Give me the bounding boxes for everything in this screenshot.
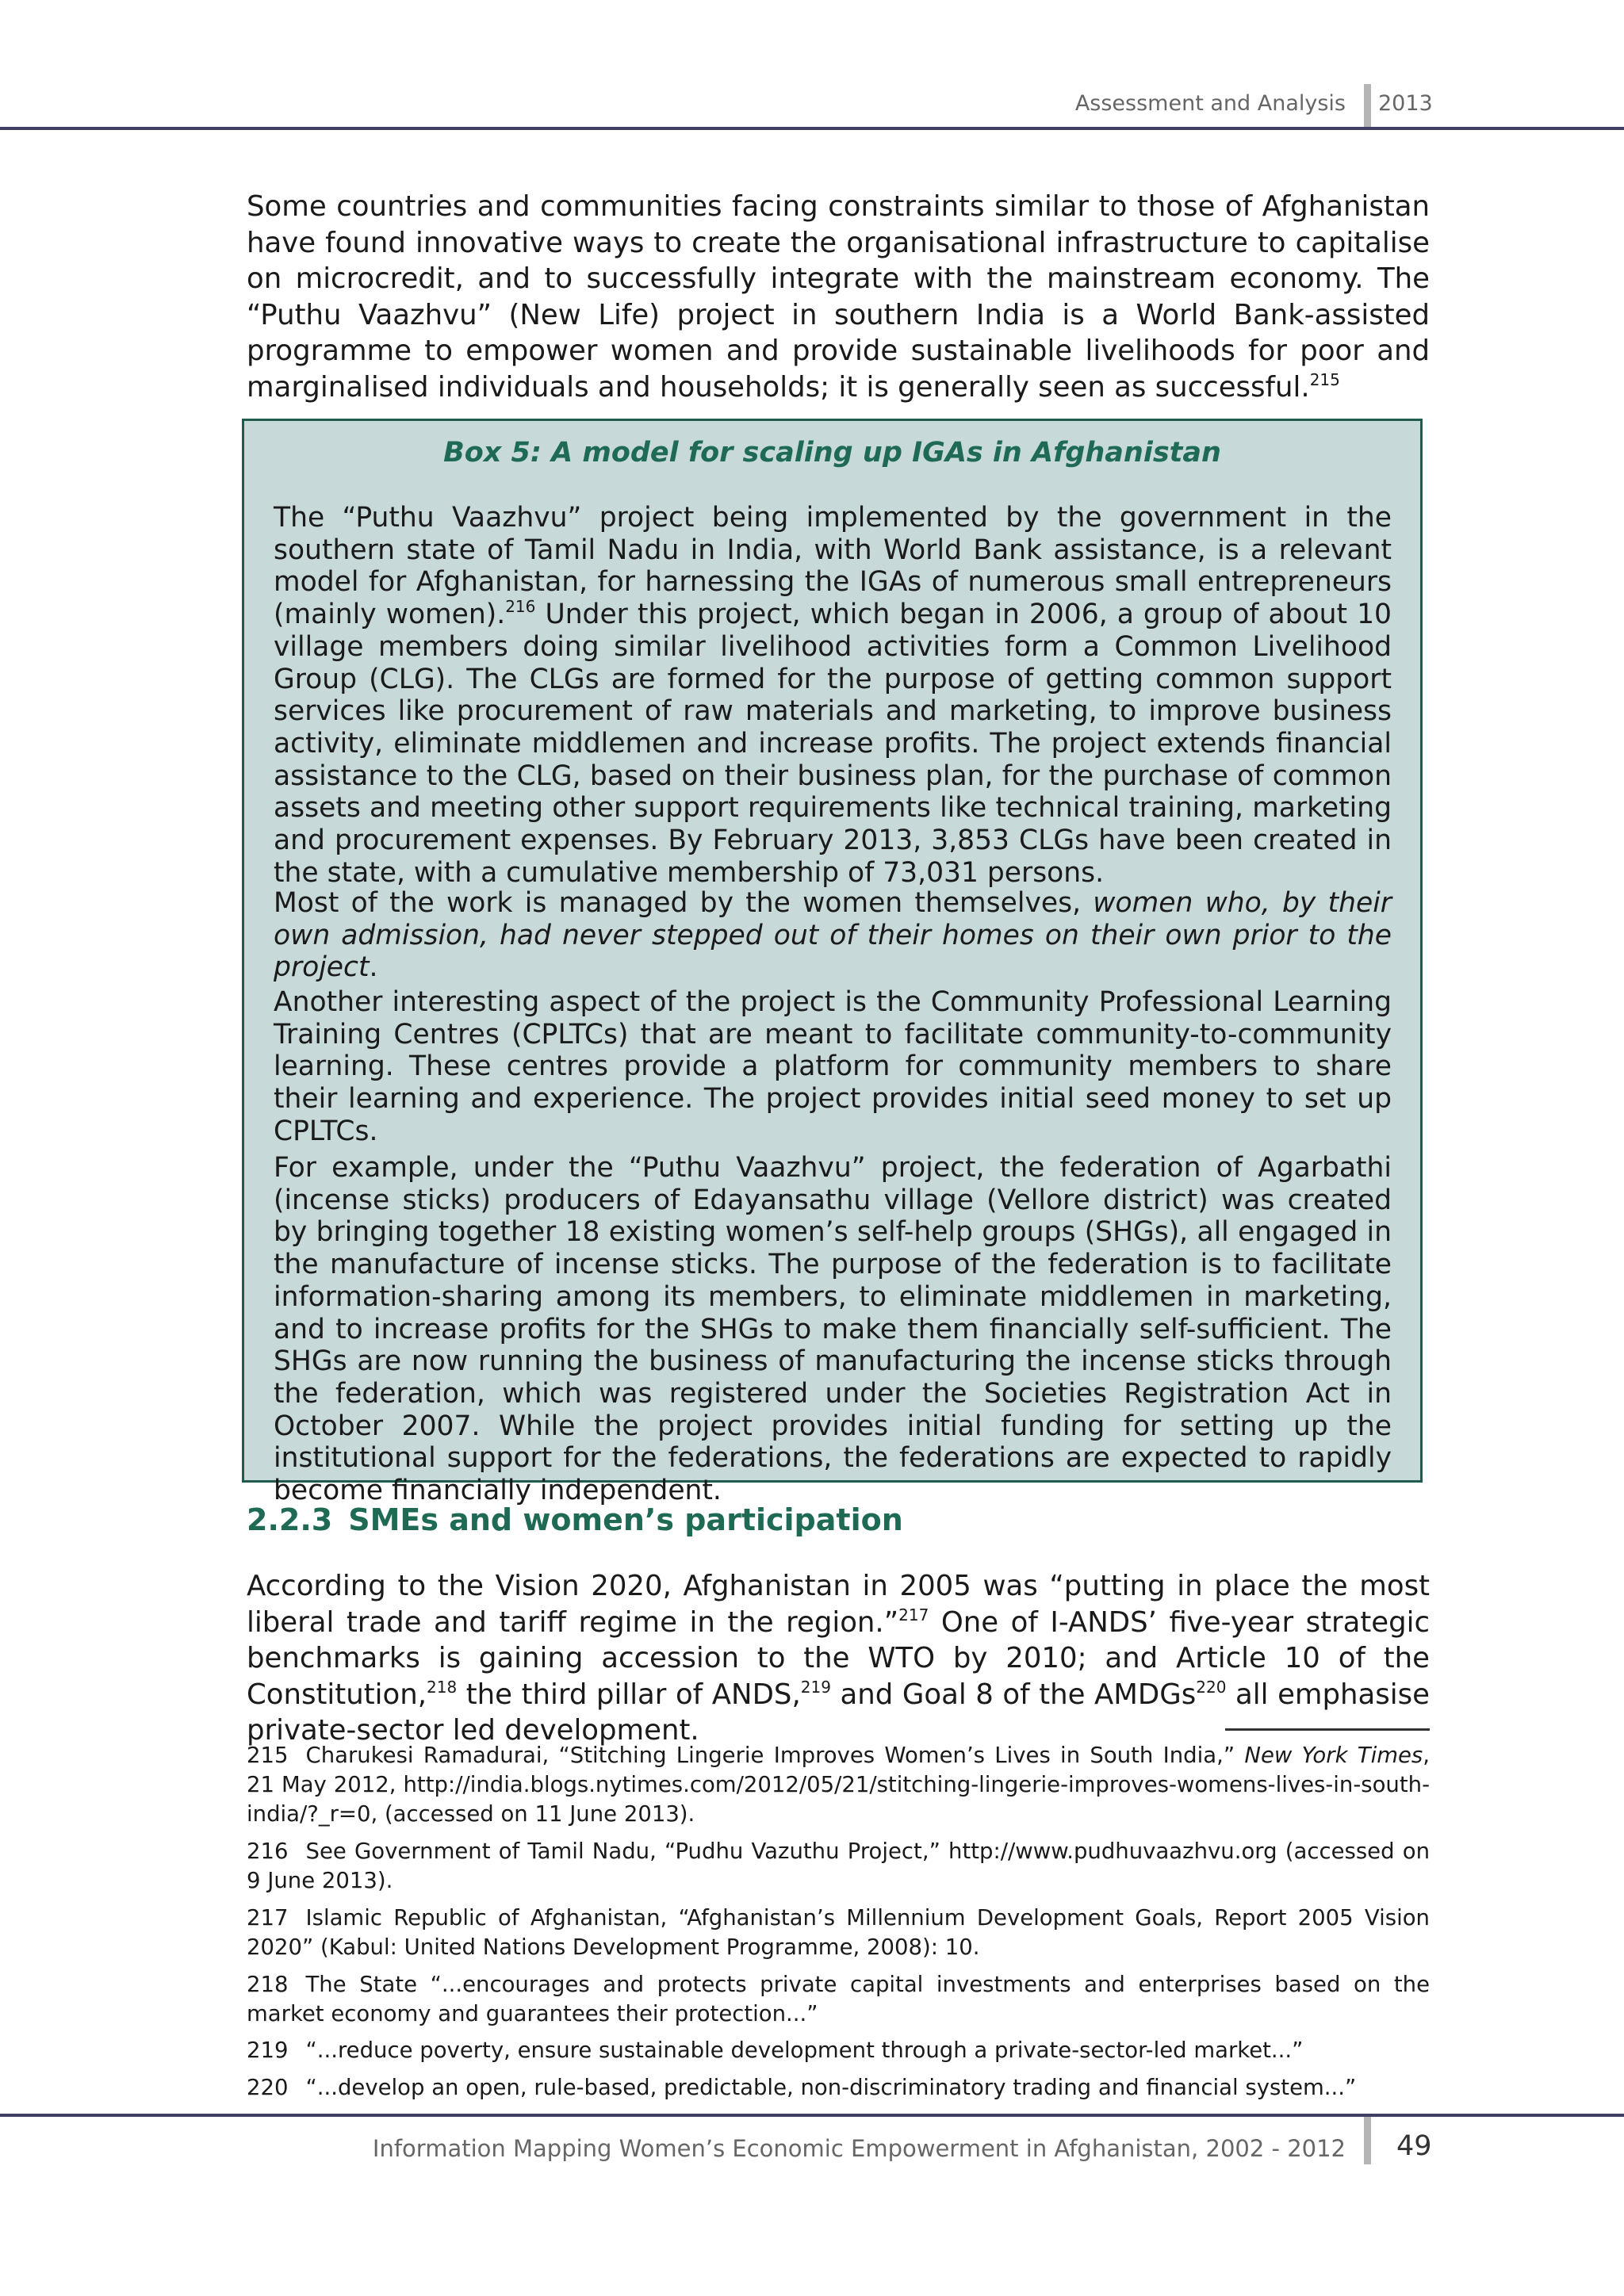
footnote-ref-219[interactable]: 219 xyxy=(800,1677,831,1697)
section-heading xyxy=(247,1502,903,1537)
footnote-italic-source: New York Times xyxy=(1244,1743,1423,1768)
box-p2-end: . xyxy=(369,951,378,984)
footnote-217 xyxy=(247,1904,1430,1962)
box-paragraph-3: Another interesting aspect of the project is the Community Professional Learning Training Centres (CPLTCs) that are meant to facilitate community-to-community learning. These centres provide a platform for community members to share their learning and experience. The project provides initial seed money to set up CPLTCs. xyxy=(274,986,1392,1147)
footnote-number: 220 xyxy=(247,2075,289,2100)
header-separator xyxy=(1364,84,1371,130)
footnote-ref-218[interactable]: 218 xyxy=(427,1677,458,1697)
footnote-rule xyxy=(1225,1728,1430,1731)
smes-text-1: According to the Vision 2020, Afghanistan in 2005 was “putting in place the most liberal trade and tariff regime in the region.” xyxy=(247,1570,1430,1639)
intro-text: Some countries and communities facing constraints similar to those of Afghanistan have found innovative ways to create the organisational infrastructure to capitalise on microcredit, and to successfully integrate with the mainstream economy. The “Puthu Vaazhvu” (New Life) project in southern India is a World Bank-assisted programme to empower women and provide sustainable livelihoods for poor and marginalised individuals and households; it is generally seen as successful. xyxy=(247,190,1430,404)
footnote-text-link[interactable]: , 21 May 2012, http://india.blogs.nytimes.com/2012/05/21/stitching-lingerie-improves-womens-lives-in-south-india/?_r=0, (accessed on 11 June 2013). xyxy=(247,1743,1430,1827)
running-header-section: Assessment and Analysis xyxy=(1074,91,1346,116)
page-number: 49 xyxy=(1396,2130,1432,2162)
footer-separator xyxy=(1364,2117,1371,2164)
smes-text-5: all emphasise private-sector led development. xyxy=(247,1678,1430,1747)
footnote-215 xyxy=(247,1741,1430,1829)
smes-text-3: the third pillar of ANDS, xyxy=(457,1678,801,1711)
footnote-ref-220[interactable]: 220 xyxy=(1196,1677,1227,1697)
box-paragraph-4: For example, under the “Puthu Vaazhvu” project, the federation of Agarbathi (incense sticks) producers of Edayansathu village (Vellore district) was created by bringing together 18 existing women’s self-help groups (SHGs), all engaged in the manufacture of incense sticks. The purpose of the federation is to facilitate information-sharing among its members, to eliminate middlemen in marketing, and to increase profits for the SHGs to make them financially self-sufficient. The SHGs are now running the business of manufacturing the incense sticks through the federation, which was registered under the Societies Registration Act in October 2007. While the project provides initial funding for setting up the institutional support for the federations, the federations are expected to rapidly become financially independent. xyxy=(274,1152,1392,1507)
footnote-text: “...develop an open, rule-based, predictable, non-discriminatory trading and financial system...” xyxy=(305,2075,1357,2100)
footnote-ref-217[interactable]: 217 xyxy=(898,1605,929,1624)
running-footer-title: Information Mapping Women’s Economic Empowerment in Afghanistan, 2002 - 2012 xyxy=(372,2135,1346,2162)
smes-text-4: and Goal 8 of the AMDGs xyxy=(830,1678,1197,1711)
header-rule xyxy=(0,127,1624,130)
footnote-216 xyxy=(247,1837,1430,1896)
footnote-number: 216 xyxy=(247,1839,289,1864)
footnote-text: Charukesi Ramadurai, “Stitching Lingerie Improves Women’s Lives in South India,” xyxy=(305,1743,1245,1768)
footer-rule xyxy=(0,2114,1624,2117)
section-number: 2.2.3 xyxy=(247,1502,333,1537)
smes-text-2: One of I-ANDS’ five-year strategic benchmarks is gaining accession to the WTO by 2010; and Article 10 of the Constitution, xyxy=(247,1605,1431,1711)
box-p1-after: Under this project, which began in 2006, a group of about 10 village members doing similar livelihood activities form a Common Livelihood Group (CLG). The CLGs are formed for the purpose of getting common support services like procurement of raw materials and marketing, to improve business activity, eliminate middlemen and increase profits. The project extends financial assistance to the CLG, based on their business plan, for the purchase of common assets and meeting other support requirements like technical training, marketing and procurement expenses. By February 2013, 3,853 CLGs have been created in the state, with a cumulative membership of 73,031 persons. xyxy=(274,599,1392,889)
box-p2-italic: women who, by their own admission, had never stepped out of their homes on their own prior to the project xyxy=(274,887,1392,984)
footnote-text: The State “...encourages and protects private capital investments and enterprises based on the market economy and guarantees their protection...” xyxy=(247,1972,1430,2026)
section-title: SMEs and women’s participation xyxy=(348,1502,903,1537)
footnote-ref-216[interactable]: 216 xyxy=(505,597,536,617)
intro-paragraph xyxy=(247,189,1430,405)
footnote-number: 218 xyxy=(247,1972,289,1997)
footnote-number: 215 xyxy=(247,1743,289,1768)
footnote-219 xyxy=(247,2036,1430,2065)
footnote-218 xyxy=(247,1970,1430,2029)
footnote-220 xyxy=(247,2073,1430,2103)
footnote-text: “...reduce poverty, ensure sustainable development through a private-sector-led market...” xyxy=(305,2038,1304,2063)
box-p1-before: The “Puthu Vaazhvu” project being implemented by the government in the southern state of Tamil Nadu in India, with World Bank assistance, is a relevant model for Afghanistan, for harnessing the IGAs of numerous small entrepreneurs (mainly women). xyxy=(274,502,1392,631)
footnote-text-link[interactable]: See Government of Tamil Nadu, “Pudhu Vazuthu Project,” http://www.pudhuvaazhvu.org (accessed on 9 June 2013). xyxy=(247,1839,1430,1893)
box-p2-plain: Most of the work is managed by the women themselves, xyxy=(274,887,1094,919)
footnote-number: 217 xyxy=(247,1905,289,1931)
box-paragraph-2 xyxy=(274,887,1392,984)
footnote-number: 219 xyxy=(247,2038,289,2063)
footnote-ref-215[interactable]: 215 xyxy=(1309,369,1340,389)
box-title: Box 5: A model for scaling up IGAs in Afghanistan xyxy=(443,437,1221,469)
box-5 xyxy=(242,419,1423,1507)
box-paragraph-1 xyxy=(274,502,1392,889)
smes-paragraph xyxy=(247,1568,1430,1749)
running-header-year: 2013 xyxy=(1378,91,1433,116)
footnote-text: Islamic Republic of Afghanistan, “Afghanistan’s Millennium Development Goals, Report 2005 Vision 2020” (Kabul: United Nations Development Programme, 2008): 10. xyxy=(247,1905,1430,1960)
